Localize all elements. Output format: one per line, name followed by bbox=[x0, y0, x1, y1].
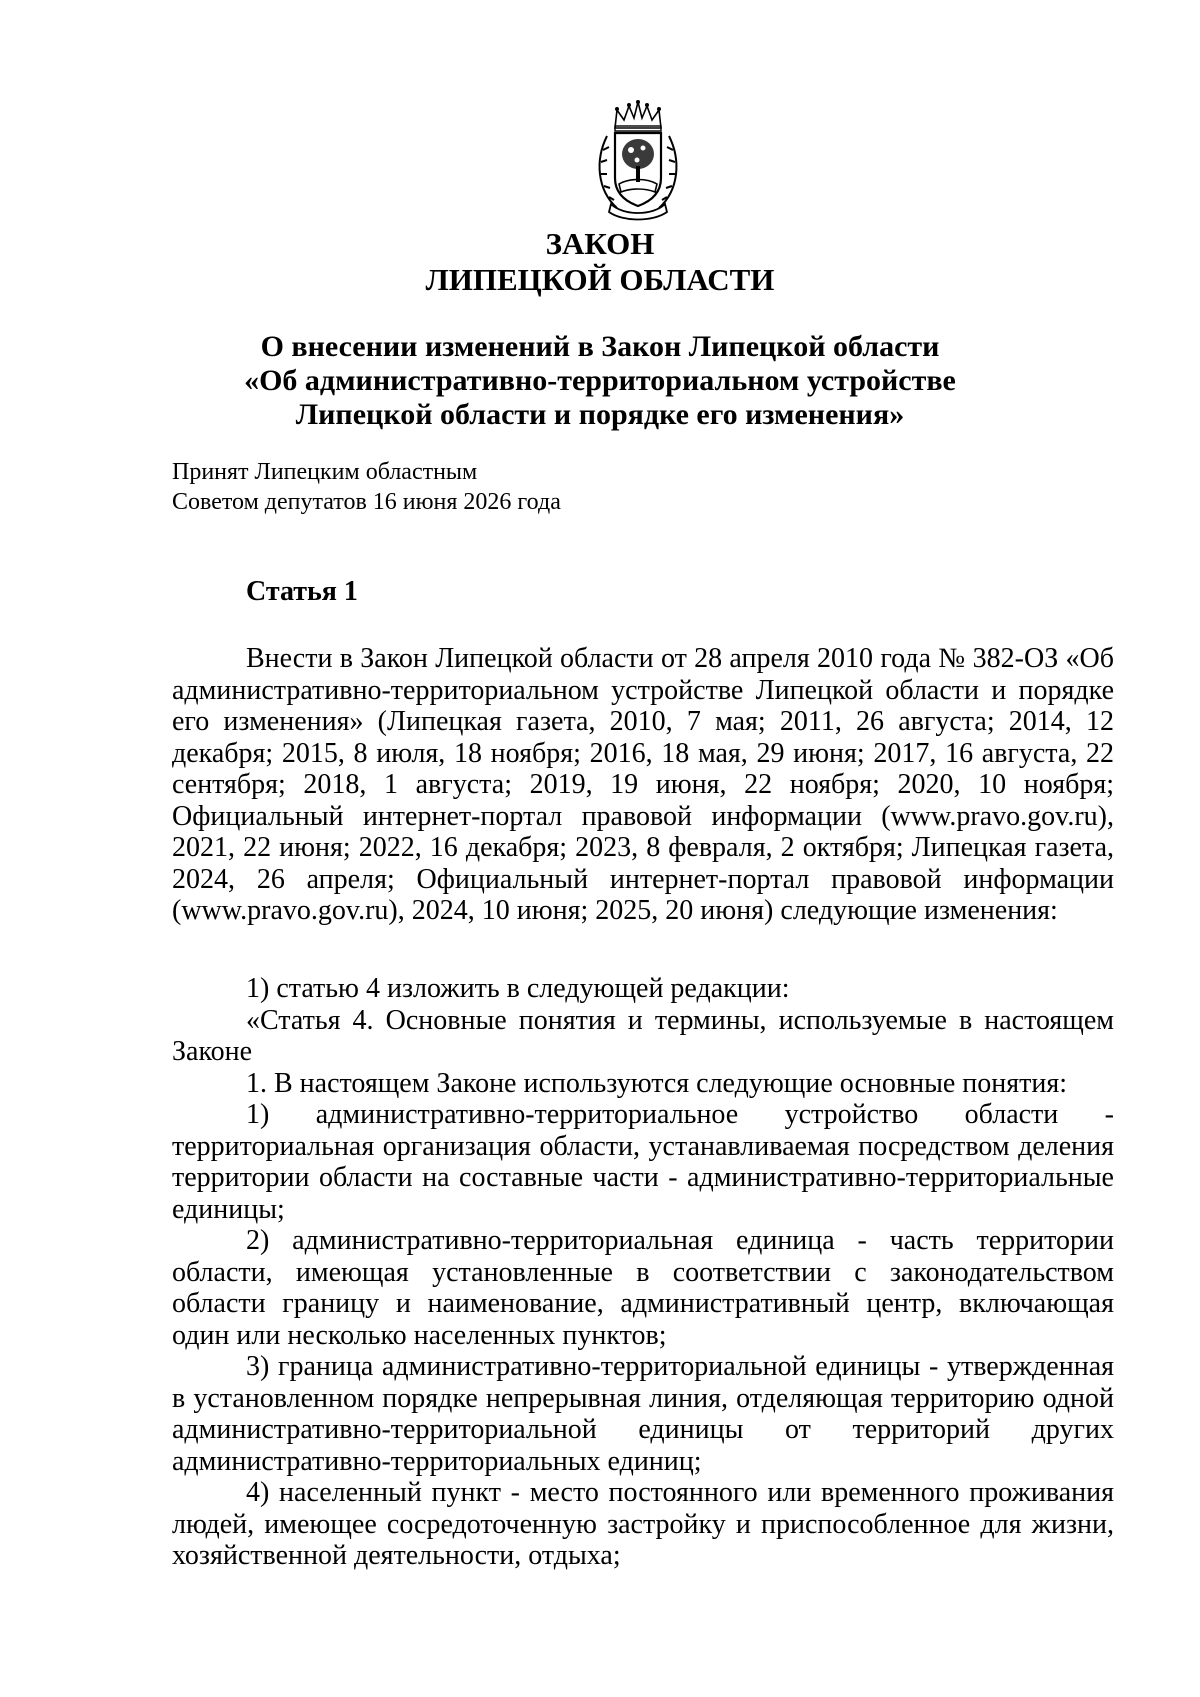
title-line-region: ЛИПЕЦКОЙ ОБЛАСТИ bbox=[425, 262, 775, 297]
point-1-paragraph: 1. В настоящем Законе используются следующие основные понятия: bbox=[246, 1067, 1068, 1099]
article-heading: Статья 1 bbox=[246, 576, 358, 607]
document-title bbox=[0, 226, 1200, 298]
title-line-law: ЗАКОН bbox=[545, 226, 655, 261]
item-1-paragraph: 1) статью 4 изложить в следующей редакции: bbox=[246, 973, 790, 1004]
adoption-line-2: Советом депутатов 16 июня 2026 года bbox=[172, 489, 561, 515]
article-amendments bbox=[172, 973, 1114, 1572]
definition-4: 4) населенный пункт - место постоянного или временного проживания людей, имеющее сосредоточенную застройку и приспособленное для жизни, хозяйственной деятельности, отдыха; bbox=[172, 1477, 1114, 1571]
article-intro bbox=[172, 643, 1114, 927]
adoption-note bbox=[172, 457, 561, 517]
intro-paragraph: Внести в Закон Липецкой области от 28 апреля 2010 года № 382-ОЗ «Об административно-территориальном устройстве Липецкой области и порядке его изменения» (Липецкая газета, 2010, 7 мая; 2011, 26 августа; 2014, 12 декабря; 2015, 8 июля, 18 ноября; 2016, 18 мая, 29 июня; 2017, 16 августа, 22 сентября; 2018, 1 августа; 2019, 19 июня, 22 ноября; 2020, 10 ноября; Официальный интернет-портал правовой информации (www.pravo.gov.ru), 2021, 22 июня; 2022, 16 декабря; 2023, 8 февраля, 2 октября; Липецкая газета, 2024, 26 апреля; Официальный интернет-портал правовой информации (www.pravo.gov.ru), 2024, 10 июня; 2025, 20 июня) следующие изменения: bbox=[172, 643, 1114, 926]
adoption-line-1: Принят Липецким областным bbox=[172, 459, 478, 485]
subject-line-1: О внесении изменений в Закон Липецкой области bbox=[260, 330, 940, 363]
definition-3: 3) граница административно-территориальной единицы - утвержденная в установленном порядке непрерывная линия, отделяющая территорию одной административно-территориальной единицы от территорий других административно-территориальных единиц; bbox=[172, 1351, 1114, 1477]
definition-2: 2) административно-территориальная единица - часть территории области, имеющая установленные в соответствии с законодательством области границу и наименование, административный центр, включающая один или несколько населенных пунктов; bbox=[172, 1225, 1114, 1351]
subject-line-2: «Об административно-территориальном устройстве bbox=[244, 364, 956, 397]
subject-line-3: Липецкой области и порядке его изменения» bbox=[295, 398, 905, 431]
document-subject bbox=[0, 330, 1200, 432]
coat-of-arms-icon bbox=[593, 100, 683, 222]
quoted-article-heading: «Статья 4. Основные понятия и термины, используемые в настоящем Законе bbox=[172, 1004, 1114, 1067]
definition-1: 1) административно-территориальное устройство области - территориальная организация области, устанавливаемая посредством деления территории области на составные части - административно-территориальные единицы; bbox=[172, 1099, 1114, 1225]
